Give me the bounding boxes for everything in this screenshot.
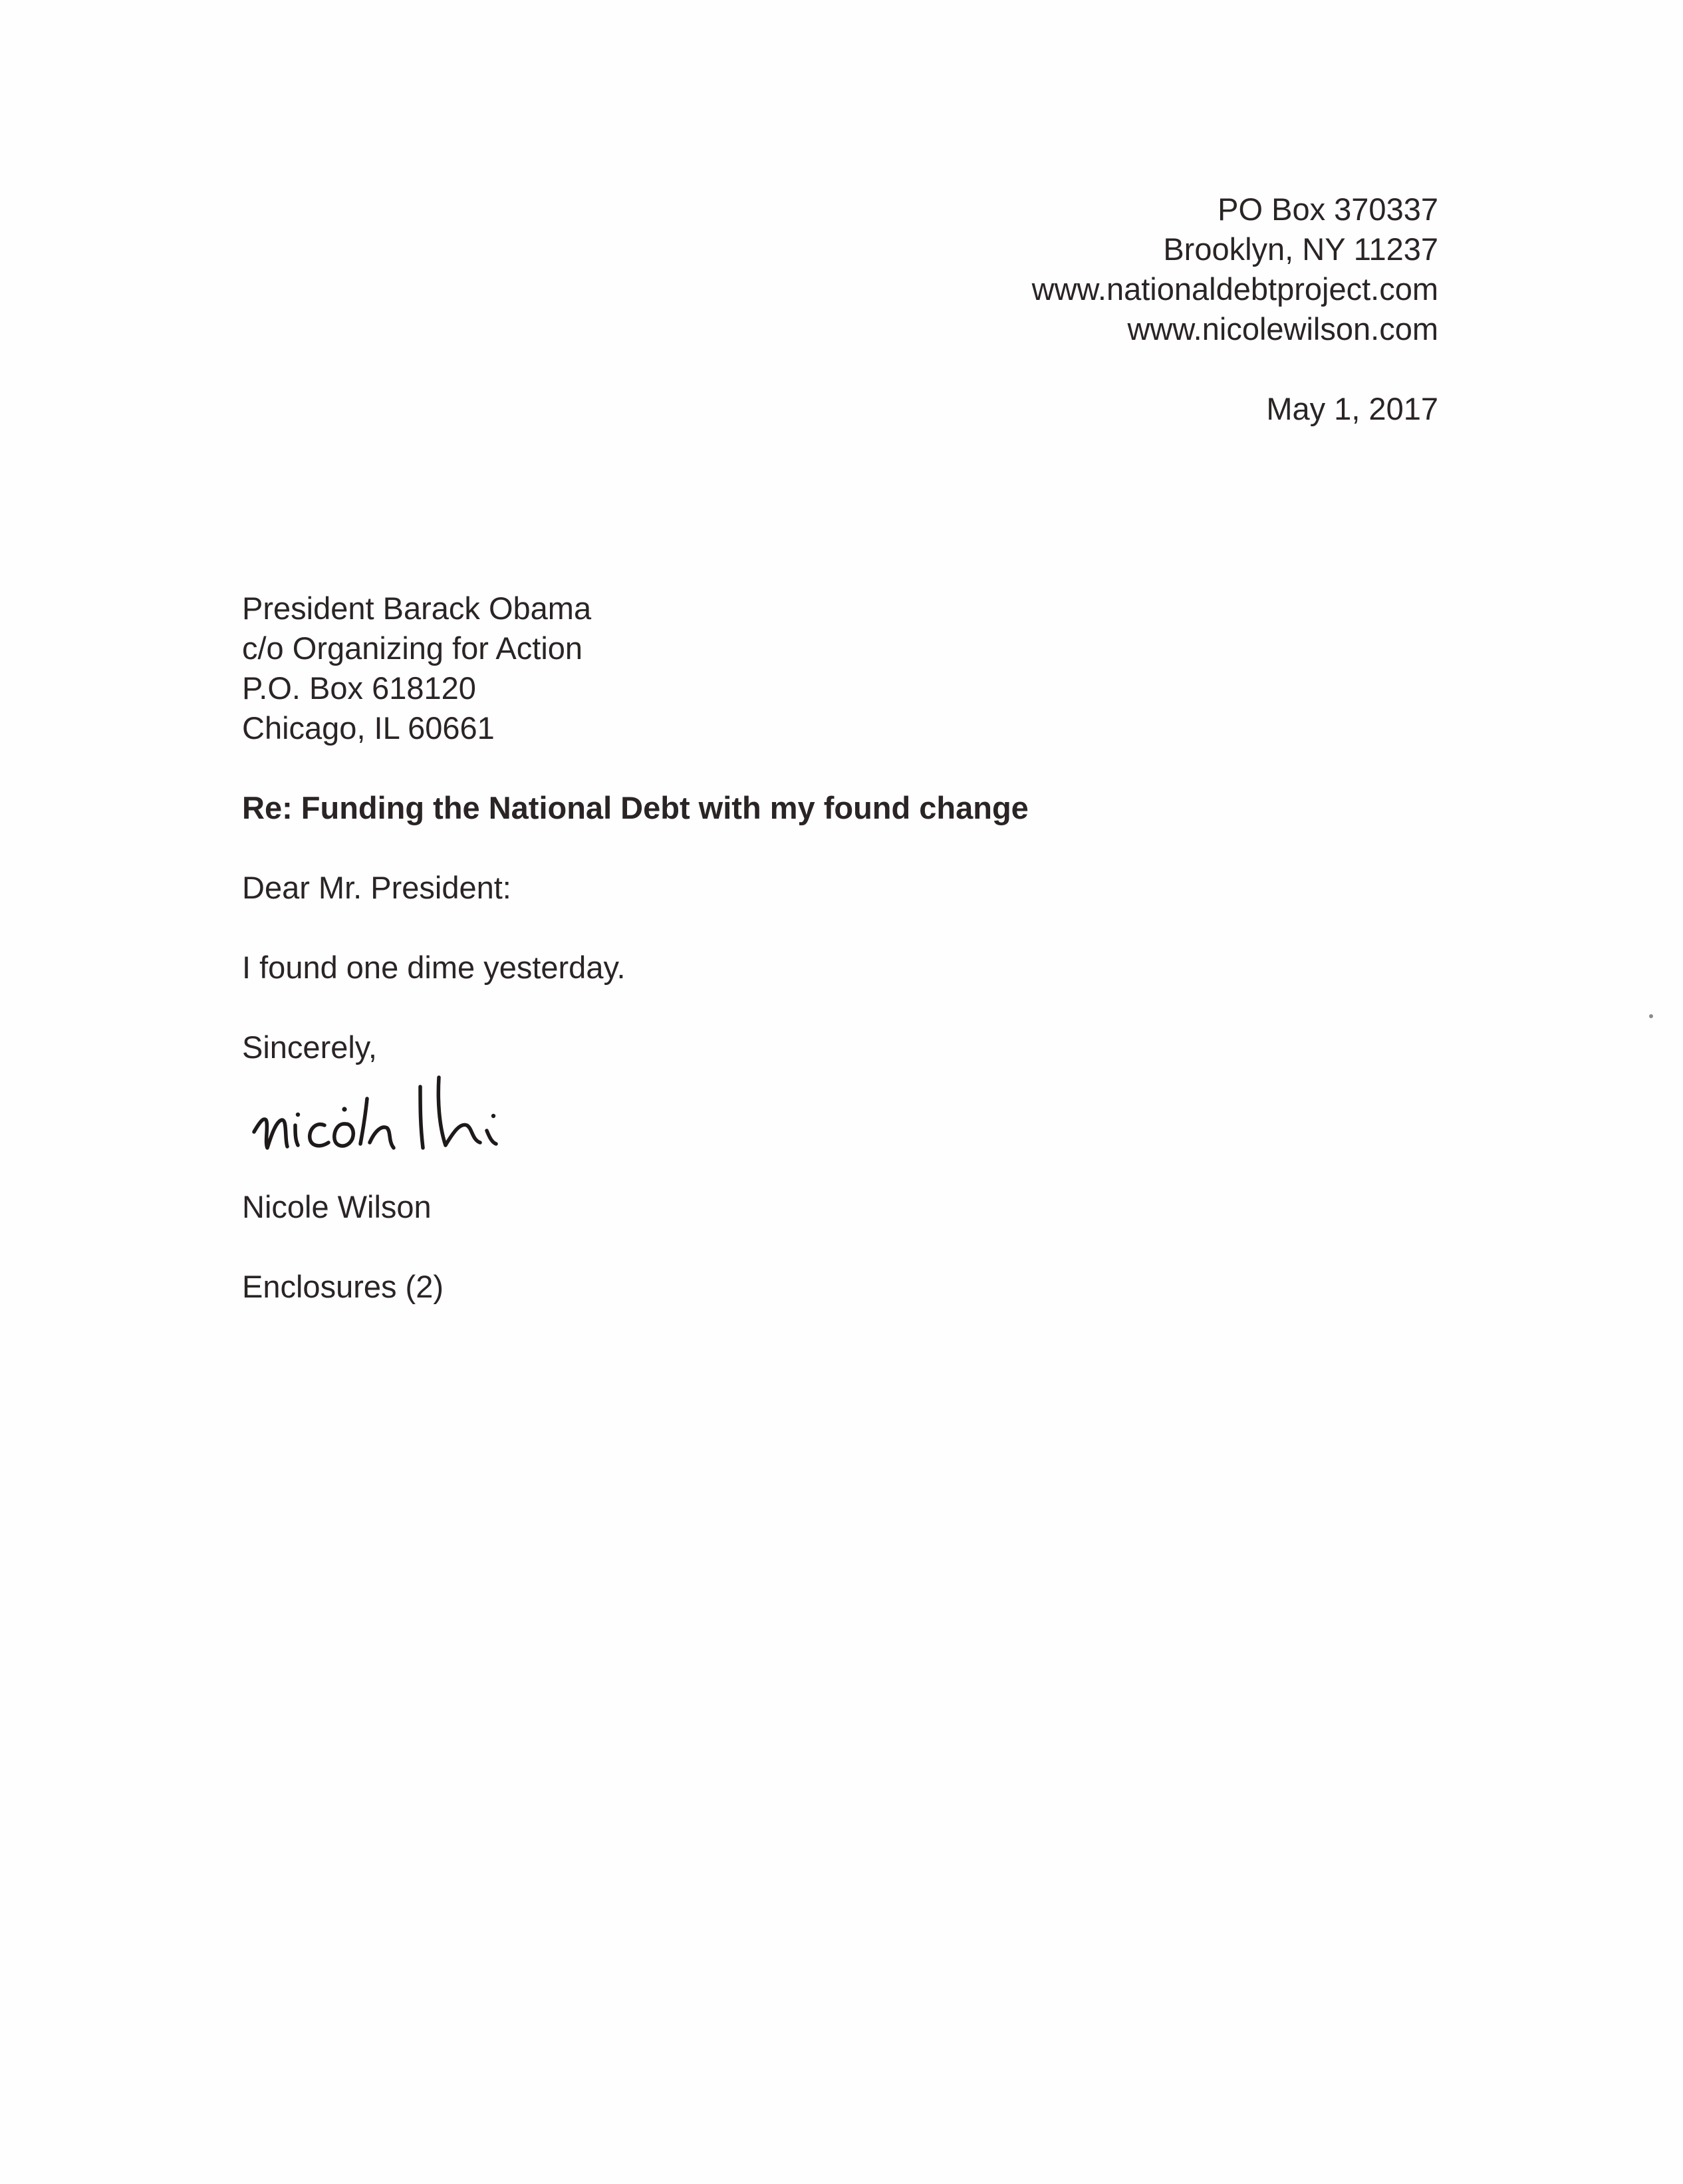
body-paragraph: I found one dime yesterday.	[242, 950, 626, 985]
recipient-name: President Barack Obama	[242, 591, 592, 626]
recipient-po-box: P.O. Box 618120	[242, 670, 476, 706]
sender-city-state-zip: Brooklyn, NY 11237	[1163, 231, 1438, 267]
salutation: Dear Mr. President:	[242, 870, 511, 905]
sender-address-block	[1032, 190, 1438, 349]
sender-website-project: www.nationaldebtproject.com	[1031, 271, 1438, 307]
paper-speck	[1649, 1014, 1653, 1018]
recipient-care-of: c/o Organizing for Action	[242, 630, 583, 666]
subject-line: Re: Funding the National Debt with my found change	[242, 790, 1029, 825]
enclosures-note: Enclosures (2)	[242, 1269, 444, 1304]
handwritten-signature	[246, 1051, 645, 1177]
signer-name: Nicole Wilson	[242, 1189, 432, 1224]
closing: Sincerely,	[242, 1029, 377, 1065]
sender-po-box: PO Box 370337	[1218, 192, 1438, 227]
letter-date: May 1, 2017	[1266, 391, 1438, 426]
recipient-city-state-zip: Chicago, IL 60661	[242, 710, 495, 746]
recipient-address-block	[242, 589, 591, 748]
sender-website-personal: www.nicolewilson.com	[1127, 311, 1438, 346]
